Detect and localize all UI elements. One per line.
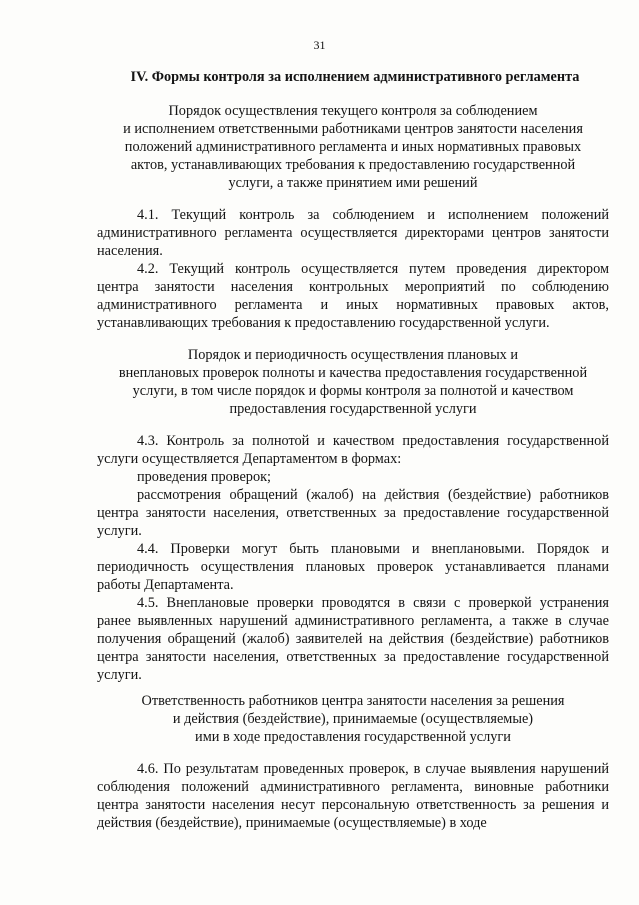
heading-line: и исполнением ответственными работниками центров занятости населения (123, 121, 583, 137)
heading-line: Порядок осуществления текущего контроля за соблюдением (168, 103, 538, 119)
heading-line: услуги, в том числе порядок и формы контроля за полнотой и качеством (132, 383, 574, 399)
heading-line: актов, устанавливающих требования к предоставлению государственной (130, 157, 576, 173)
heading-line: предоставления государственной услуги (229, 401, 477, 417)
heading-responsibility (97, 692, 609, 746)
heading-line: ими в ходе предоставления государственной услуги (195, 729, 511, 745)
paragraph-4-2: 4.2. Текущий контроль осуществляется путем проведения директором центра занятости населения контрольных мероприятий по соблюдению административного регламента и иных нормативных правовых актов, устанавливающих требования к предоставлению государственной услуги. (97, 261, 609, 331)
heading-line: Порядок и периодичность осуществления плановых и (187, 347, 519, 363)
heading-line: услуги, а также принятием ими решений (228, 175, 478, 191)
heading-line: внеплановых проверок полноты и качества предоставления государственной (118, 365, 588, 381)
heading-inspections (97, 346, 609, 418)
paragraph-4-1: 4.1. Текущий контроль за соблюдением и исполнением положений административного регламента осуществляется директорами центров занятости населения. (97, 207, 609, 259)
paragraph-4-6: 4.6. По результатам проведенных проверок, в случае выявления нарушений соблюдения положений административного регламента, виновные работники центра занятости населения несут персональную ответственность за решения и действия (бездействие), принимаемые (осуществляемые) в ходе (97, 761, 609, 831)
heading-line: положений административного регламента и иных нормативных правовых (124, 139, 582, 155)
heading-line: Ответственность работников центра занятости населения за решения (141, 693, 565, 709)
paragraphs-responsibility (97, 760, 609, 832)
paragraph-4-4: 4.4. Проверки могут быть плановыми и внеплановыми. Порядок и периодичность осуществления плановых проверок устанавливается планами работы Департамента. (97, 541, 609, 593)
heading-current-control (97, 102, 609, 192)
paragraphs-inspections (97, 432, 609, 684)
paragraphs-current-control (97, 206, 609, 332)
paragraph-4-3: 4.3. Контроль за полнотой и качеством предоставления государственной услуги осуществляется Департаментом в формах: (97, 433, 609, 467)
list-item-inspections: проведения проверок; (137, 469, 272, 485)
list-item-complaints: рассмотрения обращений (жалоб) на действия (бездействие) работников центра занятости населения, ответственных за предоставление государственной услуги. (97, 487, 609, 539)
heading-line: и действия (бездействие), принимаемые (осуществляемые) (172, 711, 534, 727)
paragraph-4-5: 4.5. Внеплановые проверки проводятся в связи с проверкой устранения ранее выявленных нарушений административного регламента, а также в случае получения обращений (жалоб) заявителей на действия (бездействие) работников центра занятости населения, ответственных за предоставление государственной услуги. (97, 595, 609, 683)
page-number: 31 (313, 38, 326, 52)
section-title: IV. Формы контроля за исполнением административного регламента (130, 69, 580, 85)
